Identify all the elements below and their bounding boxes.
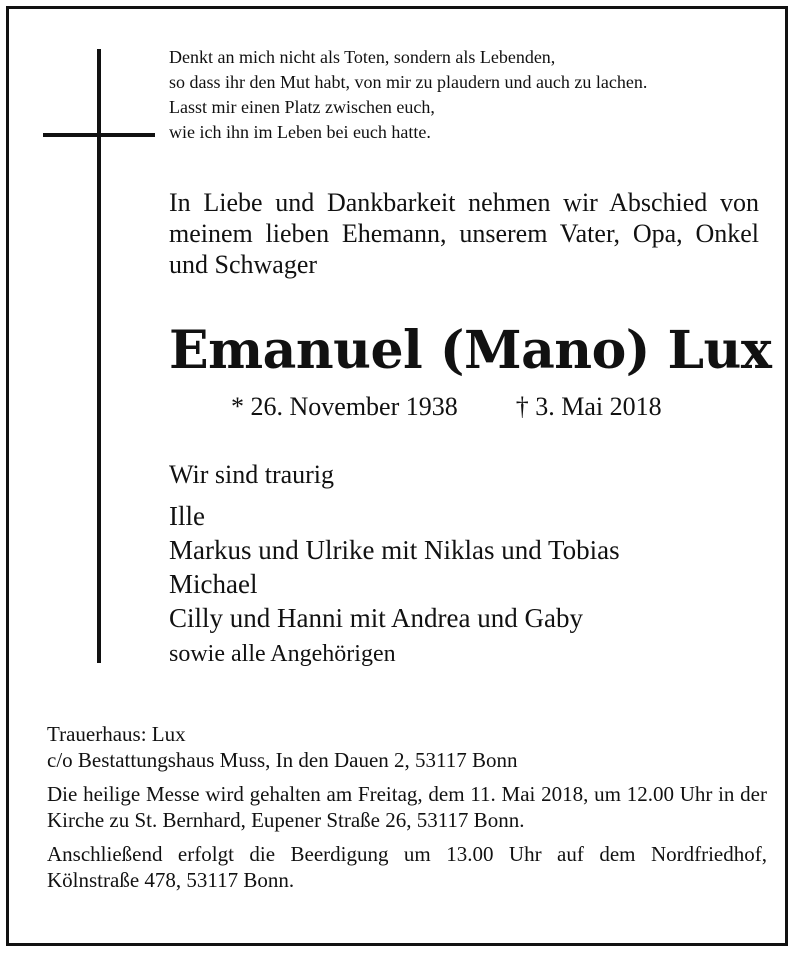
mourners-list [169,499,620,635]
memorial-poem [169,45,789,145]
mourner-name: Cilly und Hanni mit Andrea und Gaby [169,603,583,633]
death-date: † 3. Mai 2018 [515,392,662,421]
mourning-house-address: c/o Bestattungshaus Muss, In den Dauen 2, 53117 Bonn [47,748,518,772]
obituary-notice [6,6,788,946]
poem-line: Denkt an mich nicht als Toten, sondern als Lebenden, [169,47,556,67]
poem-line: so dass ihr den Mut habt, von mir zu plaudern und auch zu lachen. [169,72,648,92]
cross-vertical-bar [97,49,101,663]
mourner-name: Michael [169,569,258,599]
mourner-name: Ille [169,501,205,531]
mourner-name: Markus und Ulrike mit Niklas und Tobias [169,535,620,565]
burial-details: Anschließend erfolgt die Beerdigung um 13.00 Uhr auf dem Nordfriedhof, Kölnstraße 478, 53117 Bonn. [47,842,767,892]
funeral-info [47,721,767,893]
relatives-line: sowie alle Angehörigen [169,641,396,667]
birth-date: * 26. November 1938 [231,392,458,421]
cross-horizontal-bar [43,133,155,137]
farewell-intro: In Liebe und Dankbarkeit nehmen wir Abschied von meinem lieben Ehemann, unserem Vater, Opa, Onkel und Schwager [169,188,759,279]
mass-details: Die heilige Messe wird gehalten am Freitag, dem 11. Mai 2018, um 12.00 Uhr in der Kirche zu St. Bernhard, Eupener Straße 26, 53117 Bonn. [47,782,767,832]
poem-line: Lasst mir einen Platz zwischen euch, [169,97,435,117]
mourning-house-name: Trauerhaus: Lux [47,722,186,746]
mourning-house [47,721,767,773]
mourners-heading: Wir sind traurig [169,460,335,489]
life-dates [231,391,662,423]
deceased-name: Emanuel (Mano) Lux [169,320,772,381]
poem-line: wie ich ihn im Leben bei euch hatte. [169,122,431,142]
